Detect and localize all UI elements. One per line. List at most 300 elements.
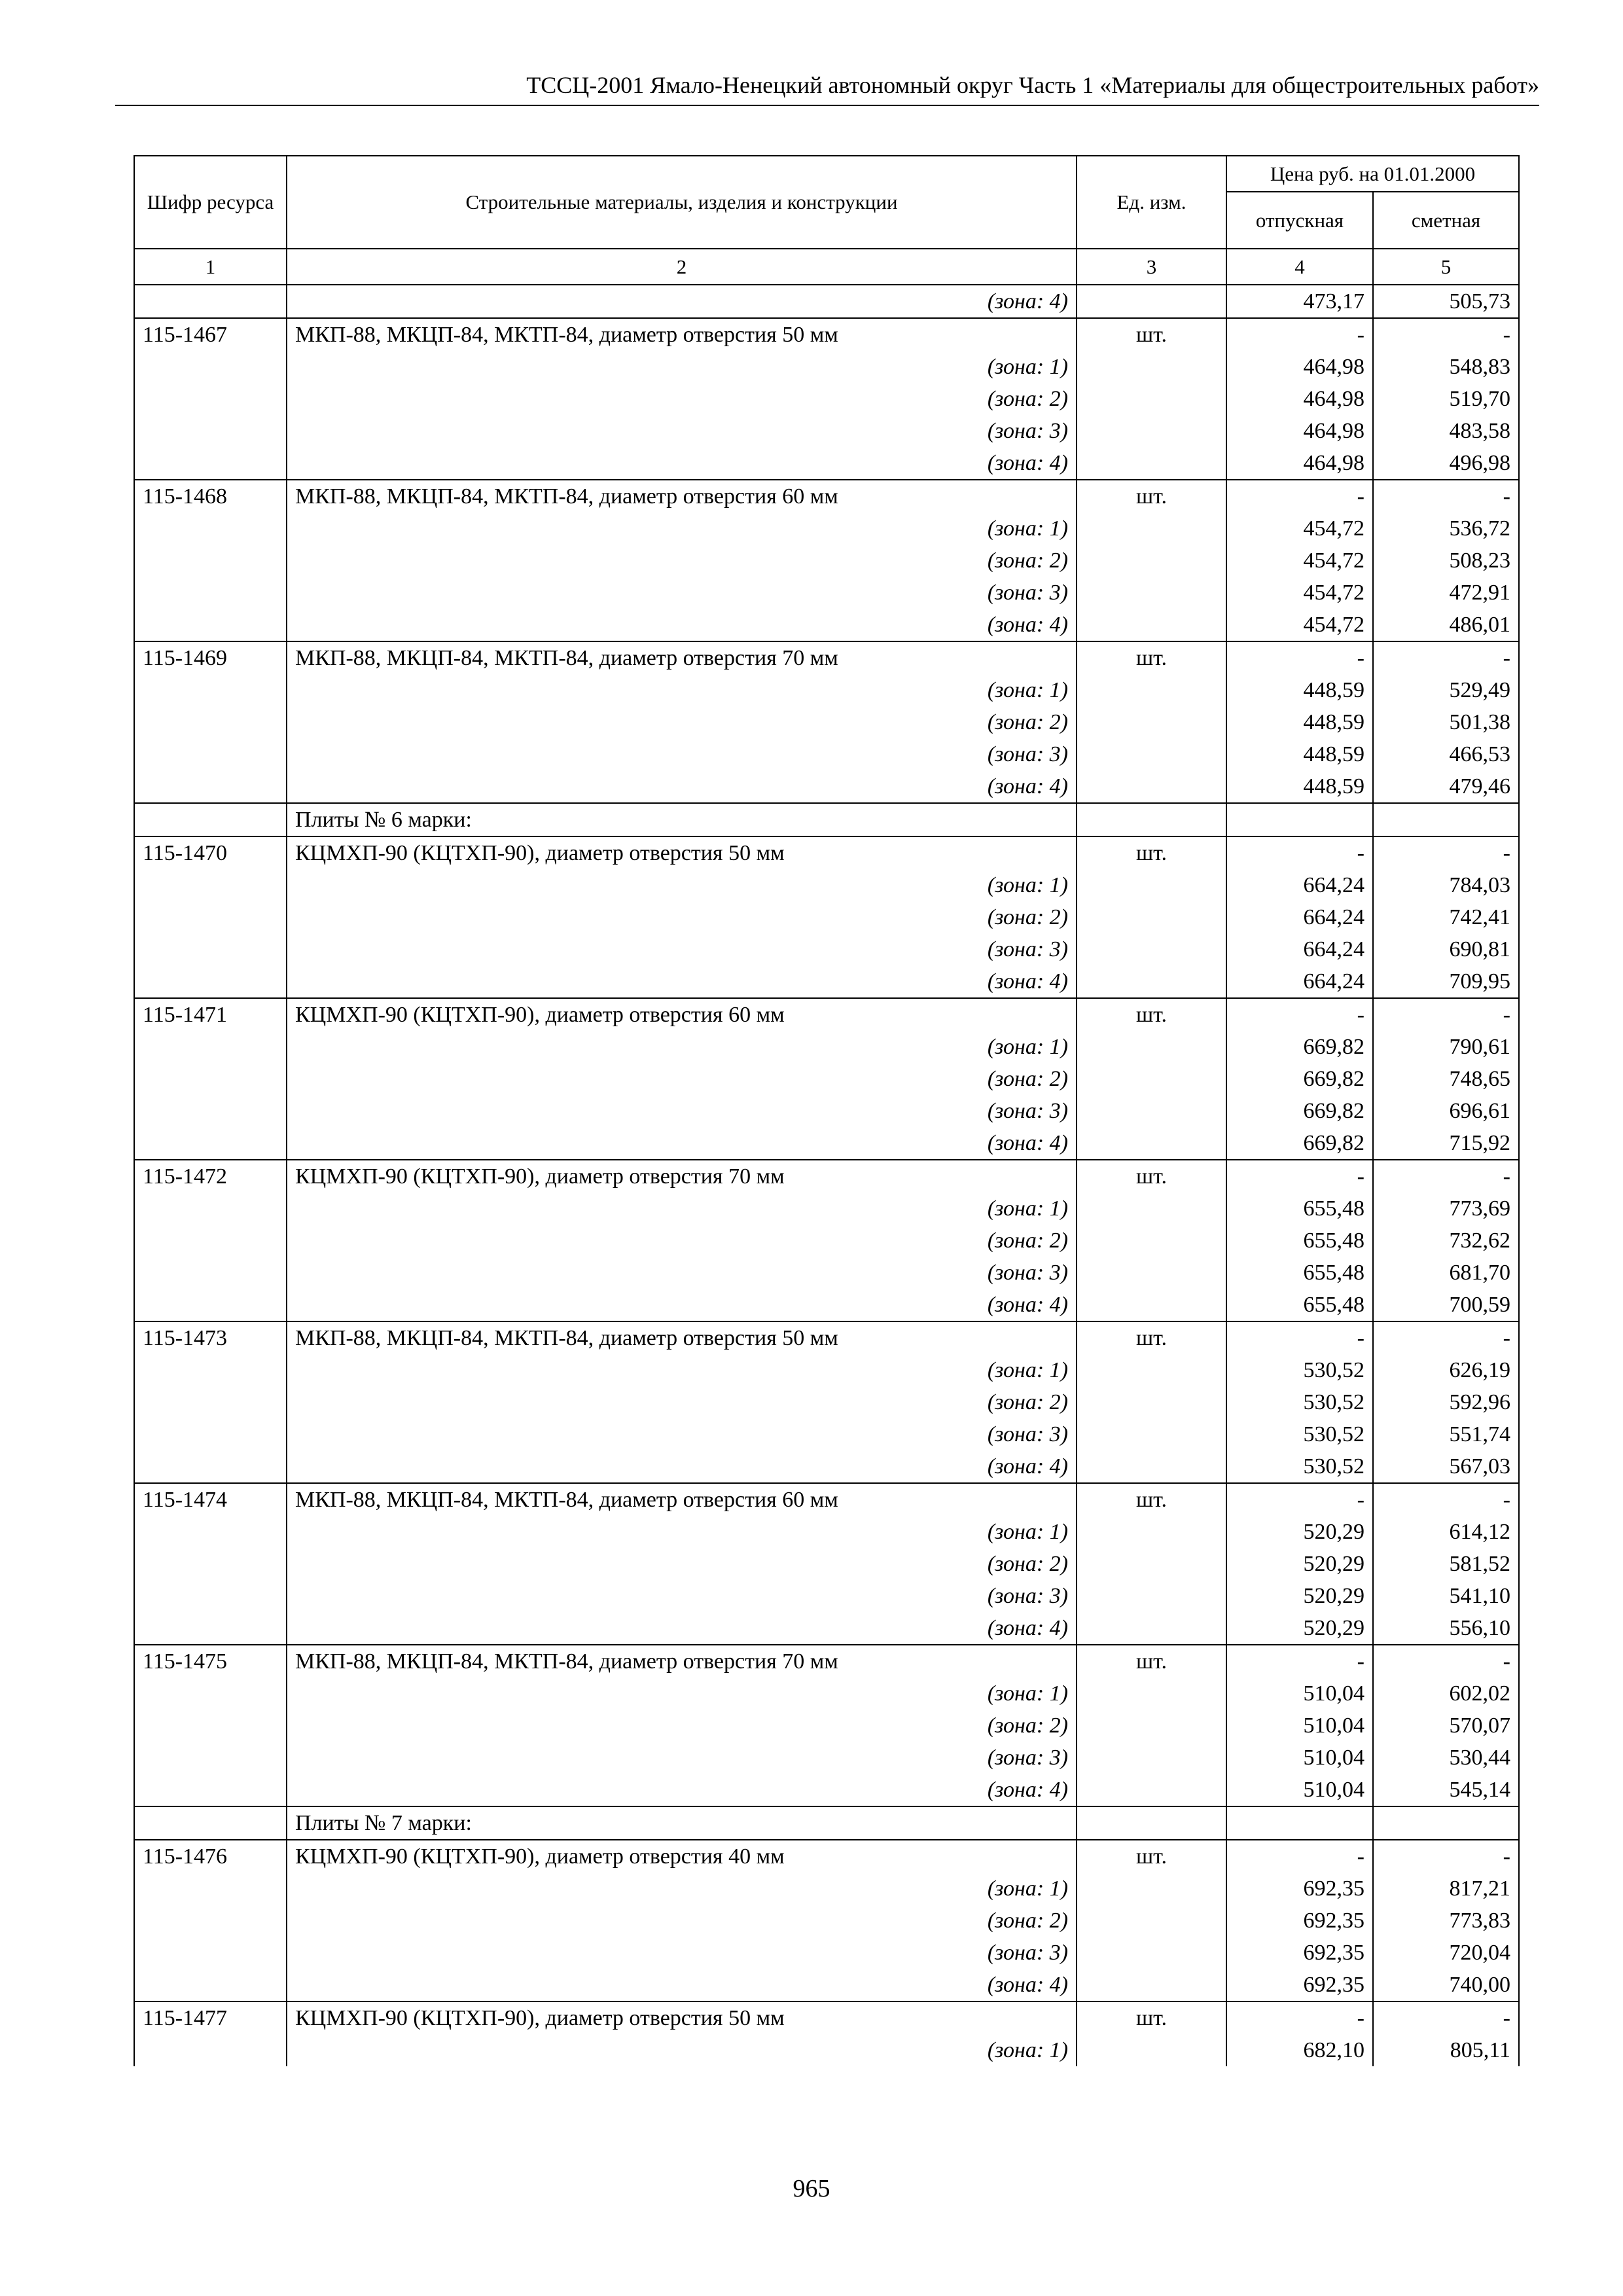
price-release: 530,52 xyxy=(1226,1354,1373,1386)
zone-row xyxy=(134,933,1519,965)
price-release: 664,24 xyxy=(1226,965,1373,998)
price-release: 655,48 xyxy=(1226,1225,1373,1257)
zone-label: (зона: 1) xyxy=(287,1873,1077,1905)
price-estimate: 545,14 xyxy=(1373,1774,1519,1806)
zone-row xyxy=(134,351,1519,383)
zone-label: (зона: 1) xyxy=(287,869,1077,901)
unit-of-measure xyxy=(1077,545,1226,577)
price-release: 520,29 xyxy=(1226,1548,1373,1580)
resource-name: МКП-88, МКЦП-84, МКТП-84, диаметр отверстия 60 мм xyxy=(287,480,1077,512)
zone-row xyxy=(134,1742,1519,1774)
resource-name: КЦМХП-90 (КЦТХП-90), диаметр отверстия 50 мм xyxy=(287,836,1077,869)
unit-of-measure xyxy=(1077,609,1226,641)
price-release: 664,24 xyxy=(1226,933,1373,965)
resource-code: 115-1472 xyxy=(134,1160,287,1193)
price-release xyxy=(1226,1806,1373,1840)
price-estimate: 700,59 xyxy=(1373,1289,1519,1321)
resource-code xyxy=(134,1806,287,1840)
price-estimate: 548,83 xyxy=(1373,351,1519,383)
zone-row xyxy=(134,545,1519,577)
unit-of-measure xyxy=(1077,1031,1226,1063)
price-release: 692,35 xyxy=(1226,1969,1373,2001)
resource-name: МКП-88, МКЦП-84, МКТП-84, диаметр отверстия 50 мм xyxy=(287,1321,1077,1354)
unit-of-measure xyxy=(1077,1580,1226,1612)
price-release: - xyxy=(1226,1840,1373,1873)
resource-code xyxy=(134,1774,287,1806)
unit-of-measure xyxy=(1077,1516,1226,1548)
resource-code xyxy=(134,415,287,447)
resource-name: КЦМХП-90 (КЦТХП-90), диаметр отверстия 40 мм xyxy=(287,1840,1077,1873)
resource-code xyxy=(134,1450,287,1483)
zone-row xyxy=(134,1095,1519,1127)
resource-name: КЦМХП-90 (КЦТХП-90), диаметр отверстия 60 мм xyxy=(287,998,1077,1031)
column-header-unit: Ед. изм. xyxy=(1077,156,1226,249)
zone-label: (зона: 1) xyxy=(287,1193,1077,1225)
zone-label: (зона: 3) xyxy=(287,738,1077,770)
price-estimate: 715,92 xyxy=(1373,1127,1519,1160)
price-estimate: 519,70 xyxy=(1373,383,1519,415)
zone-row xyxy=(134,1905,1519,1937)
price-estimate: 567,03 xyxy=(1373,1450,1519,1483)
zone-label: (зона: 2) xyxy=(287,1063,1077,1095)
price-estimate: - xyxy=(1373,641,1519,674)
zone-row xyxy=(134,415,1519,447)
price-release: 530,52 xyxy=(1226,1450,1373,1483)
price-release: 448,59 xyxy=(1226,738,1373,770)
unit-of-measure xyxy=(1077,1548,1226,1580)
price-estimate: 784,03 xyxy=(1373,869,1519,901)
zone-label: (зона: 2) xyxy=(287,545,1077,577)
unit-of-measure xyxy=(1077,415,1226,447)
resource-row xyxy=(134,318,1519,351)
zone-label: (зона: 3) xyxy=(287,1418,1077,1450)
unit-of-measure: шт. xyxy=(1077,480,1226,512)
resource-code xyxy=(134,770,287,803)
zone-row xyxy=(134,1193,1519,1225)
price-release: 669,82 xyxy=(1226,1127,1373,1160)
zone-label: (зона: 3) xyxy=(287,1095,1077,1127)
price-release: 520,29 xyxy=(1226,1516,1373,1548)
price-estimate: 709,95 xyxy=(1373,965,1519,998)
unit-of-measure xyxy=(1077,351,1226,383)
resource-row xyxy=(134,480,1519,512)
unit-of-measure xyxy=(1077,1905,1226,1937)
resource-row xyxy=(134,1321,1519,1354)
resource-code xyxy=(134,1969,287,2001)
price-estimate: 486,01 xyxy=(1373,609,1519,641)
zone-row xyxy=(134,965,1519,998)
unit-of-measure xyxy=(1077,965,1226,998)
price-release: 454,72 xyxy=(1226,609,1373,641)
price-estimate: - xyxy=(1373,998,1519,1031)
unit-of-measure xyxy=(1077,1257,1226,1289)
unit-of-measure xyxy=(1077,1612,1226,1645)
price-estimate: 466,53 xyxy=(1373,738,1519,770)
zone-row xyxy=(134,1873,1519,1905)
price-release: 448,59 xyxy=(1226,770,1373,803)
unit-of-measure xyxy=(1077,512,1226,545)
price-estimate: 614,12 xyxy=(1373,1516,1519,1548)
zone-row xyxy=(134,1386,1519,1418)
unit-of-measure xyxy=(1077,738,1226,770)
price-release: 655,48 xyxy=(1226,1289,1373,1321)
price-estimate: 541,10 xyxy=(1373,1580,1519,1612)
resource-code xyxy=(134,1710,287,1742)
resource-row xyxy=(134,1645,1519,1677)
resource-row xyxy=(134,998,1519,1031)
price-release: 464,98 xyxy=(1226,351,1373,383)
zone-label: (зона: 3) xyxy=(287,1580,1077,1612)
resource-name: МКП-88, МКЦП-84, МКТП-84, диаметр отверстия 70 мм xyxy=(287,641,1077,674)
price-estimate: 690,81 xyxy=(1373,933,1519,965)
zone-row xyxy=(134,738,1519,770)
resource-code xyxy=(134,1193,287,1225)
unit-of-measure xyxy=(1077,674,1226,706)
resource-name: МКП-88, МКЦП-84, МКТП-84, диаметр отверстия 70 мм xyxy=(287,1645,1077,1677)
price-release: - xyxy=(1226,2001,1373,2034)
price-estimate: - xyxy=(1373,1160,1519,1193)
zone-label: (зона: 2) xyxy=(287,1548,1077,1580)
zone-row xyxy=(134,1289,1519,1321)
price-estimate: - xyxy=(1373,318,1519,351)
price-estimate: - xyxy=(1373,480,1519,512)
zone-label: (зона: 3) xyxy=(287,415,1077,447)
unit-of-measure xyxy=(1077,1806,1226,1840)
price-release: 448,59 xyxy=(1226,706,1373,738)
resource-code xyxy=(134,1225,287,1257)
price-estimate: - xyxy=(1373,836,1519,869)
resource-code xyxy=(134,901,287,933)
resource-code xyxy=(134,512,287,545)
resource-name: КЦМХП-90 (КЦТХП-90), диаметр отверстия 70 мм xyxy=(287,1160,1077,1193)
price-estimate xyxy=(1373,803,1519,836)
unit-of-measure xyxy=(1077,1937,1226,1969)
unit-of-measure xyxy=(1077,383,1226,415)
zone-label: (зона: 4) xyxy=(287,1127,1077,1160)
page-number: 965 xyxy=(793,2175,830,2202)
resource-code xyxy=(134,965,287,998)
zone-label: (зона: 4) xyxy=(287,965,1077,998)
resource-code xyxy=(134,803,287,836)
price-estimate: 479,46 xyxy=(1373,770,1519,803)
zone-row xyxy=(134,1548,1519,1580)
zone-label: (зона: 4) xyxy=(287,609,1077,641)
resource-code xyxy=(134,383,287,415)
price-estimate: 773,83 xyxy=(1373,1905,1519,1937)
zone-row xyxy=(134,2034,1519,2066)
column-number-row xyxy=(134,249,1519,285)
zone-row xyxy=(134,1354,1519,1386)
price-release: 473,17 xyxy=(1226,285,1373,318)
price-release: 669,82 xyxy=(1226,1031,1373,1063)
zone-label: (зона: 1) xyxy=(287,1031,1077,1063)
unit-of-measure: шт. xyxy=(1077,318,1226,351)
price-estimate: 483,58 xyxy=(1373,415,1519,447)
zone-row xyxy=(134,1677,1519,1710)
column-header-code: Шифр ресурса xyxy=(134,156,287,249)
zone-label: (зона: 2) xyxy=(287,1905,1077,1937)
resource-name: МКП-88, МКЦП-84, МКТП-84, диаметр отверстия 60 мм xyxy=(287,1483,1077,1516)
price-estimate: - xyxy=(1373,1483,1519,1516)
zone-row xyxy=(134,674,1519,706)
unit-of-measure: шт. xyxy=(1077,641,1226,674)
resource-row xyxy=(134,641,1519,674)
price-estimate: - xyxy=(1373,2001,1519,2034)
price-estimate: 530,44 xyxy=(1373,1742,1519,1774)
price-estimate: 748,65 xyxy=(1373,1063,1519,1095)
zone-label: (зона: 4) xyxy=(287,285,1077,318)
resource-name: МКП-88, МКЦП-84, МКТП-84, диаметр отверстия 50 мм xyxy=(287,318,1077,351)
zone-label: (зона: 2) xyxy=(287,1225,1077,1257)
price-release: 510,04 xyxy=(1226,1774,1373,1806)
zone-row xyxy=(134,447,1519,480)
resource-code xyxy=(134,1905,287,1937)
unit-of-measure xyxy=(1077,577,1226,609)
zone-label: (зона: 4) xyxy=(287,1774,1077,1806)
resource-code xyxy=(134,933,287,965)
zone-row xyxy=(134,1774,1519,1806)
resource-code: 115-1476 xyxy=(134,1840,287,1873)
price-release: 454,72 xyxy=(1226,512,1373,545)
resource-code: 115-1471 xyxy=(134,998,287,1031)
unit-of-measure xyxy=(1077,770,1226,803)
zone-label: (зона: 4) xyxy=(287,1969,1077,2001)
column-header-price-estimate: сметная xyxy=(1373,192,1519,249)
resource-code xyxy=(134,706,287,738)
document-header-title: ТССЦ-2001 Ямало-Ненецкий автономный округ Часть 1 «Материалы для общестроительных работ» xyxy=(526,72,1539,98)
unit-of-measure: шт. xyxy=(1077,1840,1226,1873)
zone-row xyxy=(134,869,1519,901)
column-header-price-release: отпускная xyxy=(1226,192,1373,249)
resource-code xyxy=(134,1742,287,1774)
resource-code xyxy=(134,609,287,641)
price-release: 664,24 xyxy=(1226,869,1373,901)
price-release: 655,48 xyxy=(1226,1257,1373,1289)
price-release xyxy=(1226,803,1373,836)
resource-code xyxy=(134,577,287,609)
column-header-name: Строительные материалы, изделия и конструкции xyxy=(287,156,1077,249)
unit-of-measure xyxy=(1077,1969,1226,2001)
price-estimate xyxy=(1373,1806,1519,1840)
zone-label: (зона: 1) xyxy=(287,2034,1077,2066)
resource-code xyxy=(134,1031,287,1063)
price-estimate: - xyxy=(1373,1645,1519,1677)
unit-of-measure xyxy=(1077,1193,1226,1225)
column-header-price-group: Цена руб. на 01.01.2000 xyxy=(1226,156,1519,192)
price-estimate: - xyxy=(1373,1321,1519,1354)
price-release: 464,98 xyxy=(1226,415,1373,447)
unit-of-measure xyxy=(1077,706,1226,738)
price-estimate: 592,96 xyxy=(1373,1386,1519,1418)
price-estimate: 508,23 xyxy=(1373,545,1519,577)
resource-row xyxy=(134,2001,1519,2034)
resource-code xyxy=(134,447,287,480)
zone-label: (зона: 3) xyxy=(287,577,1077,609)
zone-row xyxy=(134,770,1519,803)
column-number: 2 xyxy=(287,249,1077,285)
price-estimate: 805,11 xyxy=(1373,2034,1519,2066)
resource-row xyxy=(134,1840,1519,1873)
resource-code xyxy=(134,1677,287,1710)
resource-code: 115-1477 xyxy=(134,2001,287,2034)
price-release: - xyxy=(1226,480,1373,512)
unit-of-measure xyxy=(1077,1418,1226,1450)
price-estimate: 602,02 xyxy=(1373,1677,1519,1710)
unit-of-measure: шт. xyxy=(1077,998,1226,1031)
zone-row xyxy=(134,1225,1519,1257)
price-estimate: 626,19 xyxy=(1373,1354,1519,1386)
unit-of-measure xyxy=(1077,1710,1226,1742)
resource-code xyxy=(134,285,287,318)
resource-code xyxy=(134,1516,287,1548)
price-estimate: 529,49 xyxy=(1373,674,1519,706)
zone-label: (зона: 3) xyxy=(287,1257,1077,1289)
price-release: 682,10 xyxy=(1226,2034,1373,2066)
unit-of-measure xyxy=(1077,447,1226,480)
column-number: 1 xyxy=(134,249,287,285)
unit-of-measure xyxy=(1077,1774,1226,1806)
price-estimate: 551,74 xyxy=(1373,1418,1519,1450)
resource-code: 115-1474 xyxy=(134,1483,287,1516)
resource-code xyxy=(134,1580,287,1612)
resource-code xyxy=(134,1127,287,1160)
price-release: - xyxy=(1226,1645,1373,1677)
unit-of-measure xyxy=(1077,285,1226,318)
price-release: 448,59 xyxy=(1226,674,1373,706)
zone-label: (зона: 1) xyxy=(287,512,1077,545)
price-estimate: 501,38 xyxy=(1373,706,1519,738)
price-release: 520,29 xyxy=(1226,1612,1373,1645)
zone-label: (зона: 2) xyxy=(287,1710,1077,1742)
price-estimate: 790,61 xyxy=(1373,1031,1519,1063)
unit-of-measure xyxy=(1077,1063,1226,1095)
unit-of-measure xyxy=(1077,2034,1226,2066)
resource-code: 115-1470 xyxy=(134,836,287,869)
resource-code xyxy=(134,1418,287,1450)
price-estimate: 556,10 xyxy=(1373,1612,1519,1645)
price-release: 669,82 xyxy=(1226,1095,1373,1127)
unit-of-measure xyxy=(1077,1225,1226,1257)
price-estimate: 740,00 xyxy=(1373,1969,1519,2001)
price-release: - xyxy=(1226,1483,1373,1516)
price-release: 692,35 xyxy=(1226,1873,1373,1905)
price-release: 520,29 xyxy=(1226,1580,1373,1612)
price-release: 530,52 xyxy=(1226,1386,1373,1418)
resource-code: 115-1469 xyxy=(134,641,287,674)
zone-label: (зона: 4) xyxy=(287,770,1077,803)
resource-code xyxy=(134,545,287,577)
price-estimate: 696,61 xyxy=(1373,1095,1519,1127)
unit-of-measure xyxy=(1077,1127,1226,1160)
unit-of-measure xyxy=(1077,1677,1226,1710)
price-release: 510,04 xyxy=(1226,1677,1373,1710)
zone-label: (зона: 2) xyxy=(287,901,1077,933)
price-estimate: 720,04 xyxy=(1373,1937,1519,1969)
resource-code xyxy=(134,1937,287,1969)
price-release: - xyxy=(1226,641,1373,674)
price-table-body xyxy=(134,249,1519,2066)
resource-name: КЦМХП-90 (КЦТХП-90), диаметр отверстия 50 мм xyxy=(287,2001,1077,2034)
zone-row xyxy=(134,1937,1519,1969)
resource-code xyxy=(134,1548,287,1580)
zone-row xyxy=(134,706,1519,738)
zone-row xyxy=(134,1450,1519,1483)
price-estimate: 681,70 xyxy=(1373,1257,1519,1289)
resource-row xyxy=(134,1160,1519,1193)
unit-of-measure: шт. xyxy=(1077,2001,1226,2034)
resource-code: 115-1475 xyxy=(134,1645,287,1677)
price-estimate: 773,69 xyxy=(1373,1193,1519,1225)
unit-of-measure xyxy=(1077,1450,1226,1483)
zone-row xyxy=(134,1063,1519,1095)
zone-label: (зона: 4) xyxy=(287,1450,1077,1483)
header-rule xyxy=(115,105,1539,106)
zone-label: (зона: 3) xyxy=(287,933,1077,965)
price-release: - xyxy=(1226,1321,1373,1354)
price-estimate: 817,21 xyxy=(1373,1873,1519,1905)
price-release: 692,35 xyxy=(1226,1905,1373,1937)
resource-code xyxy=(134,2034,287,2066)
price-release: 464,98 xyxy=(1226,447,1373,480)
unit-of-measure: шт. xyxy=(1077,1483,1226,1516)
price-estimate: 496,98 xyxy=(1373,447,1519,480)
unit-of-measure: шт. xyxy=(1077,1321,1226,1354)
zone-label: (зона: 2) xyxy=(287,1386,1077,1418)
zone-label: (зона: 1) xyxy=(287,351,1077,383)
resource-code xyxy=(134,1386,287,1418)
zone-row xyxy=(134,609,1519,641)
unit-of-measure xyxy=(1077,1386,1226,1418)
resource-row xyxy=(134,836,1519,869)
price-estimate: 581,52 xyxy=(1373,1548,1519,1580)
zone-row xyxy=(134,1257,1519,1289)
unit-of-measure xyxy=(1077,933,1226,965)
section-row xyxy=(134,803,1519,836)
price-estimate: 505,73 xyxy=(1373,285,1519,318)
price-release: 664,24 xyxy=(1226,901,1373,933)
zone-row xyxy=(134,1418,1519,1450)
price-release: - xyxy=(1226,318,1373,351)
zone-row xyxy=(134,1127,1519,1160)
price-release: 692,35 xyxy=(1226,1937,1373,1969)
resource-code xyxy=(134,1354,287,1386)
section-title: Плиты № 6 марки: xyxy=(287,803,1077,836)
resource-code: 115-1467 xyxy=(134,318,287,351)
price-estimate: - xyxy=(1373,1840,1519,1873)
resource-code xyxy=(134,738,287,770)
unit-of-measure xyxy=(1077,803,1226,836)
unit-of-measure xyxy=(1077,901,1226,933)
price-estimate: 742,41 xyxy=(1373,901,1519,933)
price-estimate: 732,62 xyxy=(1373,1225,1519,1257)
zone-row xyxy=(134,1031,1519,1063)
price-release: 464,98 xyxy=(1226,383,1373,415)
price-release: 454,72 xyxy=(1226,545,1373,577)
section-row xyxy=(134,1806,1519,1840)
zone-label: (зона: 2) xyxy=(287,706,1077,738)
price-release: 669,82 xyxy=(1226,1063,1373,1095)
column-number: 5 xyxy=(1373,249,1519,285)
zone-row xyxy=(134,901,1519,933)
zone-row xyxy=(134,1516,1519,1548)
resource-code xyxy=(134,1063,287,1095)
resource-code xyxy=(134,1873,287,1905)
resource-code: 115-1468 xyxy=(134,480,287,512)
zone-row xyxy=(134,1969,1519,2001)
zone-label: (зона: 1) xyxy=(287,1677,1077,1710)
price-release: 510,04 xyxy=(1226,1742,1373,1774)
zone-row xyxy=(134,285,1519,318)
